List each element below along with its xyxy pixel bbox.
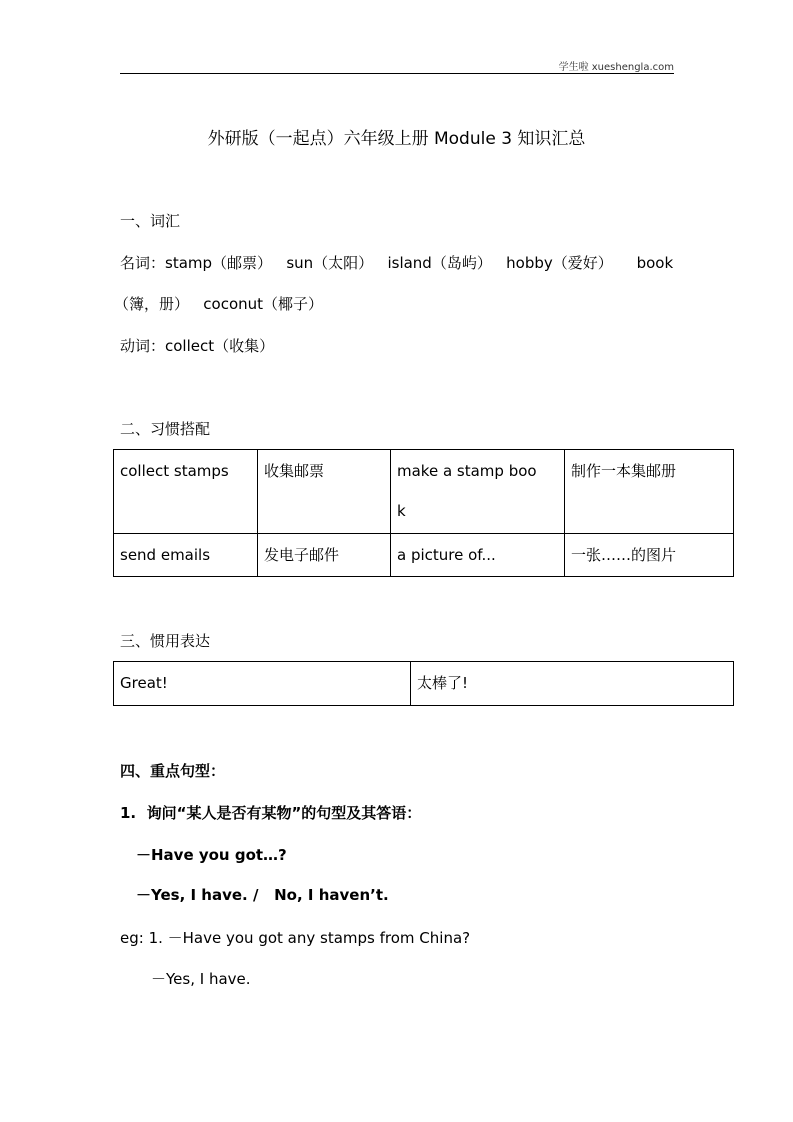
table-row: [114, 662, 734, 706]
table-cell: 一张……的图片: [571, 546, 677, 564]
table-cell: 制作一本集邮册: [571, 462, 677, 480]
sentence-pattern-1: 1. 询问“某人是否有某物”的句型及其答语：: [120, 804, 422, 822]
table-cell: 发电子邮件: [264, 546, 340, 564]
table-cell: a picture of...: [397, 546, 496, 564]
page-title: 外研版（一起点）六年级上册 Module 3 知识汇总: [207, 129, 586, 149]
nouns-line-2: （簿，册） coconut（椰子）: [114, 295, 324, 313]
section-sentences-heading: 四、重点句型：: [120, 762, 226, 780]
table-cell: make a stamp boo: [397, 462, 537, 480]
table-cell: collect stamps: [120, 462, 229, 480]
header-rule: [120, 73, 674, 74]
verbs-line: 动词：collect（收集）: [120, 337, 275, 355]
table-cell-wrap: k: [397, 502, 406, 520]
table-cell: Great!: [120, 674, 168, 692]
table-cell: 太棒了!: [417, 674, 469, 692]
nouns-line-1: 名词：stamp（邮票） sun（太阳） island（岛屿） hobby（爱好） book: [120, 254, 674, 272]
example-question: eg: 1. －Have you got any stamps from China?: [120, 929, 471, 947]
section-expressions-heading: 三、惯用表达: [120, 632, 211, 650]
collocations-table: [113, 449, 734, 577]
page-header-site: 学生啦 xueshengla.com: [558, 62, 674, 73]
example-answer: －Yes, I have.: [151, 970, 251, 988]
expressions-table: [113, 661, 734, 706]
pattern-question: －Have you got…?: [136, 846, 287, 864]
section-vocabulary-heading: 一、词汇: [120, 212, 181, 230]
table-cell: send emails: [120, 546, 211, 564]
pattern-answer: －Yes, I have. / No, I haven’t.: [136, 886, 389, 904]
table-row: [114, 534, 734, 577]
table-cell: 收集邮票: [264, 462, 325, 480]
table-row: [114, 450, 734, 534]
section-collocations-heading: 二、习惯搭配: [120, 420, 211, 438]
